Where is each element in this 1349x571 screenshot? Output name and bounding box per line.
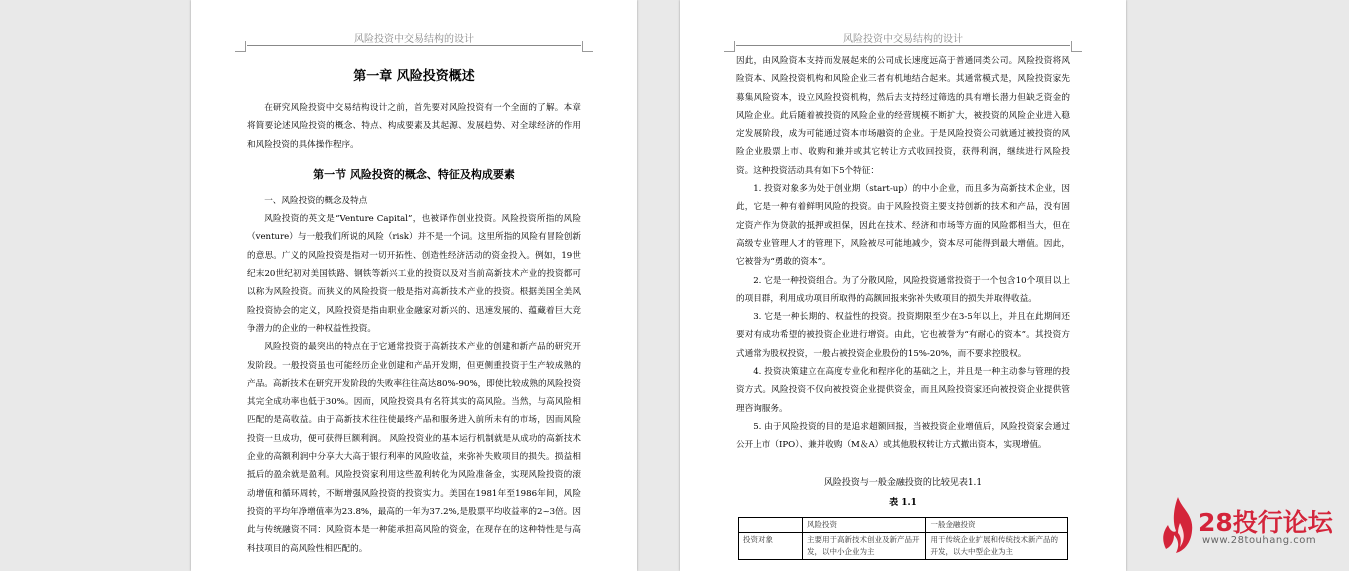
site-logo <box>1158 495 1348 567</box>
margin-corner-mark <box>724 41 735 52</box>
comparison-table <box>738 517 1068 560</box>
list-item: 4. 投资决策建立在高度专业化和程序化的基础之上，并且是一种主动参与管理的投资方式。风险投资不仅向被投资企业提供资金，而且风险投资家还向被投资企业提供管理咨询服务。 <box>736 367 1070 414</box>
paragraph: 因此，由风险资本支持而发展起来的公司成长速度远高于普通同类公司。风险投资将风险资本、风险投资机构和风险企业三者有机地结合起来。其通常模式是，风险投资家先募集风险资本，设立风险投资机构，然后去支持经过筛选的具有增长潜力但缺乏资金的风险企业。此后随着被投资的风险企业的经营规模不断扩大，被投资的风险企业进入稳定发展阶段，成为可能通过资本市场融资的企业。于是风险投资公司就通过被投资的风险企业股票上市、收购和兼并或其它转让方式收回投资，获得利润，继续进行风险投资。这种投资活动具有如下5个特征： <box>736 56 1070 176</box>
section-title: 第一节 风险投资的概念、特征及构成要素 <box>313 167 515 181</box>
page-body <box>247 55 581 558</box>
margin-corner-mark <box>1071 41 1082 52</box>
page-header: 风险投资中交易结构的设计 <box>843 34 963 45</box>
list-item: 3. 它是一种长期的、权益性的投资。投资期限至少在3-5年以上，并且在此期间还要对有成功希望的被投资企业进行增资。由此，它也被誉为“有耐心的资本”。其投资方式通常为股权投资，一般占被投资企业股份的15%-20%，而不要求控股权。 <box>736 312 1070 359</box>
paragraph: 风险投资的英文是“Venture Capital”，也被译作创业投资。风险投资所指的风险（venture）与一般我们所说的风险（risk）并不是一个词。这里所指的风险有冒险创新的意思。广义的风险投资是指对一切开拓性、创造性经济活动的资金投入。例如，19世纪末20世纪初对美国铁路、钢铁等新兴工业的投资以及对当前高新技术产业的投资都可以称为风险投资。而狭义的风险投资一般是指对高新技术产业的投资。根据美国全美风险投资协会的定义，风险投资是指由职业金融家对新兴的、迅速发展的、蕴藏着巨大竞争潜力的企业的一种权益性投资。 <box>247 214 581 334</box>
table-caption: 风险投资与一般金融投资的比较见表1.1 <box>823 477 983 488</box>
table-cell: 主要用于高新技术创业及新产品开发，以中小企业为主 <box>803 532 926 559</box>
table-label: 表 1.1 <box>889 497 917 508</box>
table-cell: 投资对象 <box>739 532 803 559</box>
list-item: 1. 投资对象多为处于创业期（start-up）的中小企业，而且多为高新技术企业，因此，它是一种有着鲜明风险的投资。由于风险投资主要支持创新的技术和产品，没有固定资产作为贷款的抵押或担保，因此在技术、经济和市场等方面的风险都相当大，但在高级专业管理人才的管理下，风险被尽可能地减少，资本尽可能得到最大增值。因此，它被誉为“勇敢的资本”。 <box>736 184 1070 268</box>
chapter-title: 第一章 风险投资概述 <box>353 69 475 84</box>
logo-name: 28投行论坛 <box>1198 508 1333 537</box>
paragraph: 风险投资的最突出的特点在于它通常投资于高新技术产业的创建和新产品的研究开发阶段。一般投资虽也可能经历企业创建和产品开发期，但更侧重投资于生产较成熟的产品。高新技术在研究开发阶段的失败率往往高达80%-90%，即使比较成熟的风险投资其完全成功率也低于30%。因而，风险投资具有名符其实的高风险。当然，与高风险相匹配的是高收益。由于高新技术往往使最终产品和服务进入前所未有的市场，因而风险投资一旦成功，便可获得巨额利润。 风险投资业的基本运行机制就是从成功的高新技术企业的高额利润中分享大大高于银行利率的风险收益，来弥补失败项目的损失。损益相抵后的盈余就是盈利。风险投资家利用这些盈利转化为风险准备金，实现风险投资的滚动增值和循环周转，不断增强风险投资的投资实力。美国在1981年至1986年间，风险投资的平均年净增值率为23.8%，最高的一年为37.2%,是股票平均收益率的2~3倍。因此与传统融资不同：风险资本是一种能承担高风险的资金，在现存在的这种特性是与高科技项目的高风险性相匹配的。 <box>247 342 581 554</box>
page-header: 风险投资中交易结构的设计 <box>354 34 474 45</box>
margin-corner-mark <box>582 41 593 52</box>
flame-icon <box>1160 495 1196 555</box>
header-rule <box>736 45 1070 46</box>
logo-url: www.28touhang.com <box>1202 535 1317 546</box>
table-header-cell: 风险投资 <box>803 517 926 532</box>
table-row <box>739 532 1068 559</box>
table-header-row <box>739 517 1068 532</box>
list-item: 2. 它是一种投资组合。为了分散风险，风险投资通常投资于一个包含10个项目以上的项目群，利用成功项目所取得的高额回报来弥补失败项目的损失并取得收益。 <box>736 275 1070 304</box>
table-cell: 用于传统企业扩展和传统技术新产品的开发，以大中型企业为主 <box>926 532 1068 559</box>
document-page-right <box>680 0 1126 571</box>
page-body <box>736 52 1070 560</box>
margin-corner-mark <box>235 41 246 52</box>
table-header-cell: 一般金融投资 <box>926 517 1068 532</box>
list-item: 5. 由于风险投资的目的是追求超额回报，当被投资企业增值后，风险投资家会通过公开上市（IPO）、兼并收购（M＆A）或其他股权转让方式撤出资本，实现增值。 <box>736 421 1070 451</box>
subheading: 一、风险投资的概念及特点 <box>264 195 368 206</box>
document-page-left <box>191 0 637 571</box>
header-rule <box>247 45 581 46</box>
table-header-cell <box>739 517 803 532</box>
intro-paragraph: 在研究风险投资中交易结构设计之前，首先要对风险投资有一个全面的了解。本章将简要论述风险投资的概念、特点、构成要素及其起源、发展趋势、对全球经济的作用和风险投资的具体操作程序。 <box>247 103 581 150</box>
